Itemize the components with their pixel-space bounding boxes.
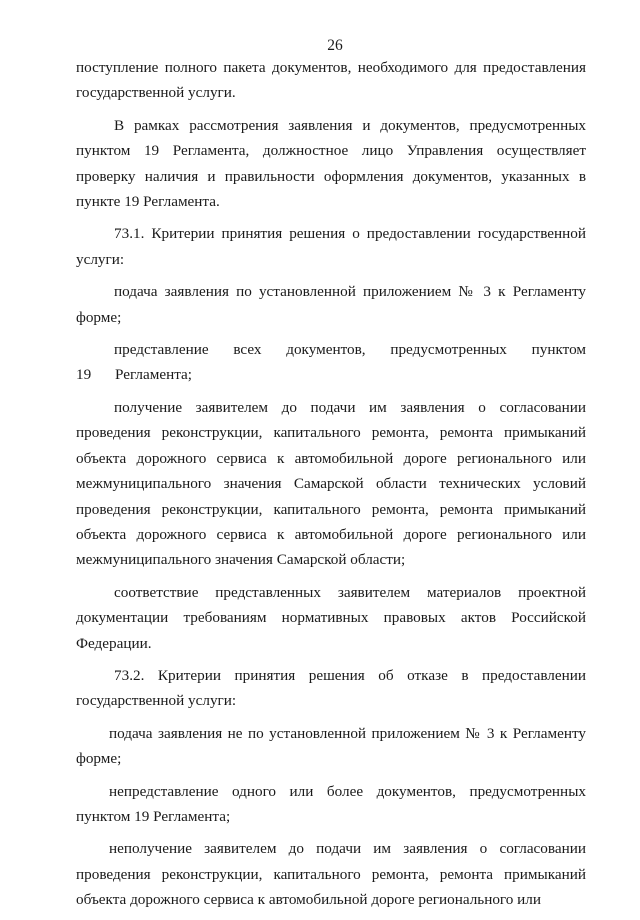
paragraph-criteria-grant-heading: 73.1. Критерии принятия решения о предоставлении государственной услуги: xyxy=(76,225,586,268)
paragraph-criteria-grant-item-3: получение заявителем до подачи им заявления о согласовании проведения реконструкции, капитального ремонта, ремонта примыканий объекта дорожного сервиса к автомобильной дороге регионального или межмуниципального значения Самарской области технических условий проведения реконструкции, капитального ремонта, ремонта примыканий объекта дорожного сервиса к автомобильной дороге регионального или межмуниципального значения Самарской области; xyxy=(76,398,586,569)
paragraph-criteria-refusal-item-1: подача заявления не по установленной приложением № 3 к Регламенту форме; xyxy=(76,724,586,768)
paragraph-criteria-grant-item-1: подача заявления по установленной приложением № 3 к Регламенту форме; xyxy=(76,283,586,326)
paragraph-criteria-grant-item-4: соответствие представленных заявителем материалов проектной документации требованиям нормативных правовых актов Российской Федерации. xyxy=(76,583,586,652)
paragraph-criteria-grant-item-2: представление всех документов, предусмотренных пунктом 19 Регламента; xyxy=(76,341,586,384)
paragraph-criteria-refusal-item-2: непредставление одного или более документов, предусмотренных пунктом 19 Регламента; xyxy=(76,782,586,825)
paragraph-continuation: поступление полного пакета документов, необходимого для предоставления государственной услуги. xyxy=(76,59,586,102)
document-body xyxy=(76,55,586,920)
page-number: 26 xyxy=(327,37,343,54)
paragraph-criteria-refusal-item-3: неполучение заявителем до подачи им заявления о согласовании проведения реконструкции, капитального ремонта, ремонта примыканий объекта дорожного сервиса к автомобильной дороге регионального или xyxy=(76,840,586,909)
paragraph-criteria-refusal-heading: 73.2. Критерии принятия решения об отказе в предоставлении государственной услуги: xyxy=(76,666,586,710)
paragraph-review: В рамках рассмотрения заявления и документов, предусмотренных пунктом 19 Регламента, должностное лицо Управления осуществляет проверку наличия и правильности оформления документов, указанных в пункте 19 Регламента. xyxy=(76,116,586,211)
